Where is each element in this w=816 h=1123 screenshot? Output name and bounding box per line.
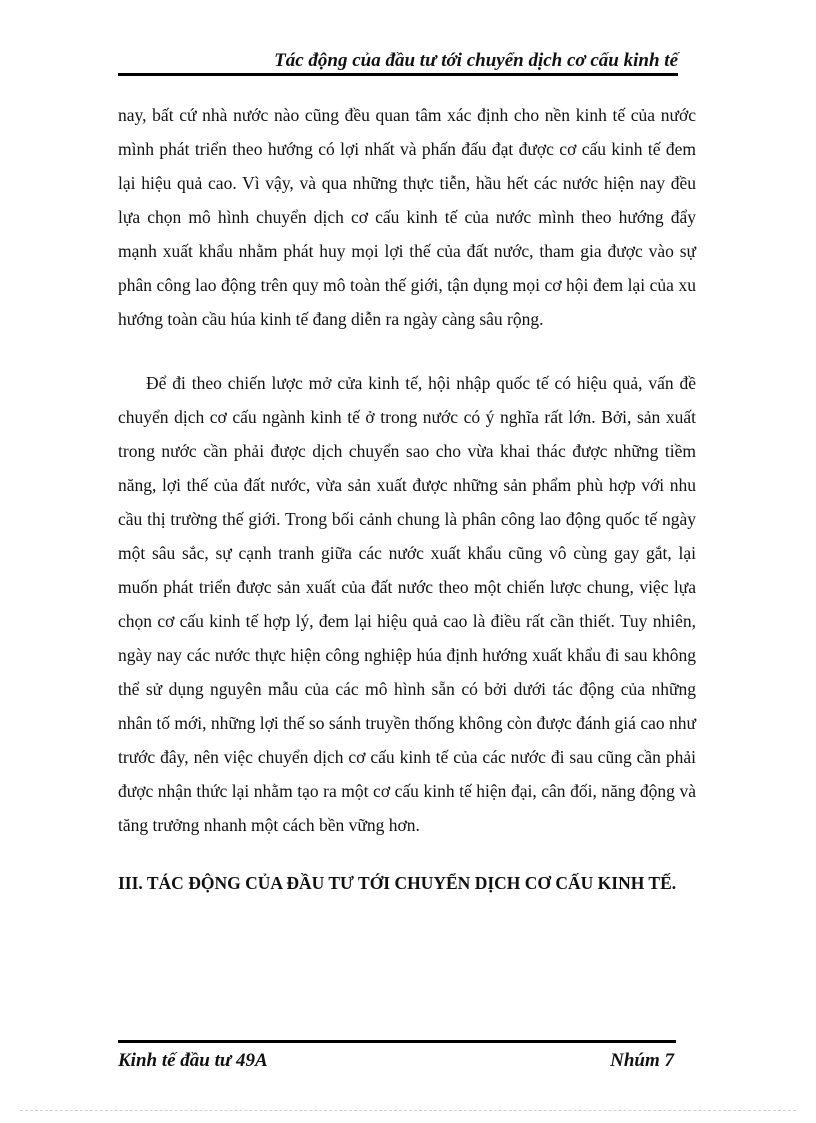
body-text (118, 98, 696, 900)
page-edge-divider (20, 1110, 796, 1111)
footer-group: Nhúm 7 (610, 1050, 674, 1071)
section-heading: III. TÁC ĐỘNG CỦA ĐẦU TƯ TỚI CHUYỂN DỊCH CƠ CẤU KINH TẾ. (118, 873, 677, 893)
paragraph-1: nay, bất cứ nhà nước nào cũng đều quan tâm xác định cho nền kinh tế của nước mình phát triển theo hướng có lợi nhất và phấn đấu đạt được cơ cấu kinh tế đem lại hiệu quả cao. Vì vậy, và qua những thực tiễn, hầu hết các nước hiện nay đều lựa chọn mô hình chuyển dịch cơ cấu kinh tế của nước mình theo hướng đẩy mạnh xuất khẩu nhằm phát huy mọi lợi thế của đất nước, tham gia được vào sự phân công lao động trên quy mô toàn thế giới, tận dụng mọi cơ hội đem lại của xu hướng toàn cầu húa kinh tế đang diễn ra ngày càng sâu rộng. (118, 105, 696, 329)
footer-rule (118, 1040, 676, 1043)
paragraph-2: Để đi theo chiến lược mở cửa kinh tế, hội nhập quốc tế có hiệu quả, vấn đề chuyển dịch cơ cấu ngành kinh tế ở trong nước có ý nghĩa rất lớn. Bởi, sản xuất trong nước cần phải được dịch chuyển sao cho vừa khai thác được những tiềm năng, lợi thế của đất nước, vừa sản xuất được những sản phẩm phù hợp với nhu cầu thị trường thế giới. Trong bối cảnh chung là phân công lao động quốc tế ngày một sâu sắc, sự cạnh tranh giữa các nước xuất khẩu cũng vô cùng gay gắt, lại muốn phát triển được sản xuất của đất nước theo một chiến lược chung, việc lựa chọn cơ cấu kinh tế hợp lý, đem lại hiệu quả cao là điều rất cần thiết. Tuy nhiên, ngày nay các nước thực hiện công nghiệp húa định hướng xuất khẩu đi sau không thể sử dụng nguyên mẫu của các mô hình sẵn có bởi dưới tác động của những nhân tố mới, những lợi thế so sánh truyền thống không còn được đánh giá cao như trước đây, nên việc chuyển dịch cơ cấu kinh tế của các nước đi sau cũng cần phải được nhận thức lại nhằm tạo ra một cơ cấu kinh tế hiện đại, cân đối, năng động và tăng trưởng nhanh một cách bền vững hơn. (118, 373, 696, 835)
header-rule (118, 73, 678, 76)
footer-course: Kinh tế đầu tư 49A (118, 1050, 268, 1071)
running-header-title: Tác động của đầu tư tới chuyển dịch cơ cấu kinh tế (274, 50, 678, 71)
